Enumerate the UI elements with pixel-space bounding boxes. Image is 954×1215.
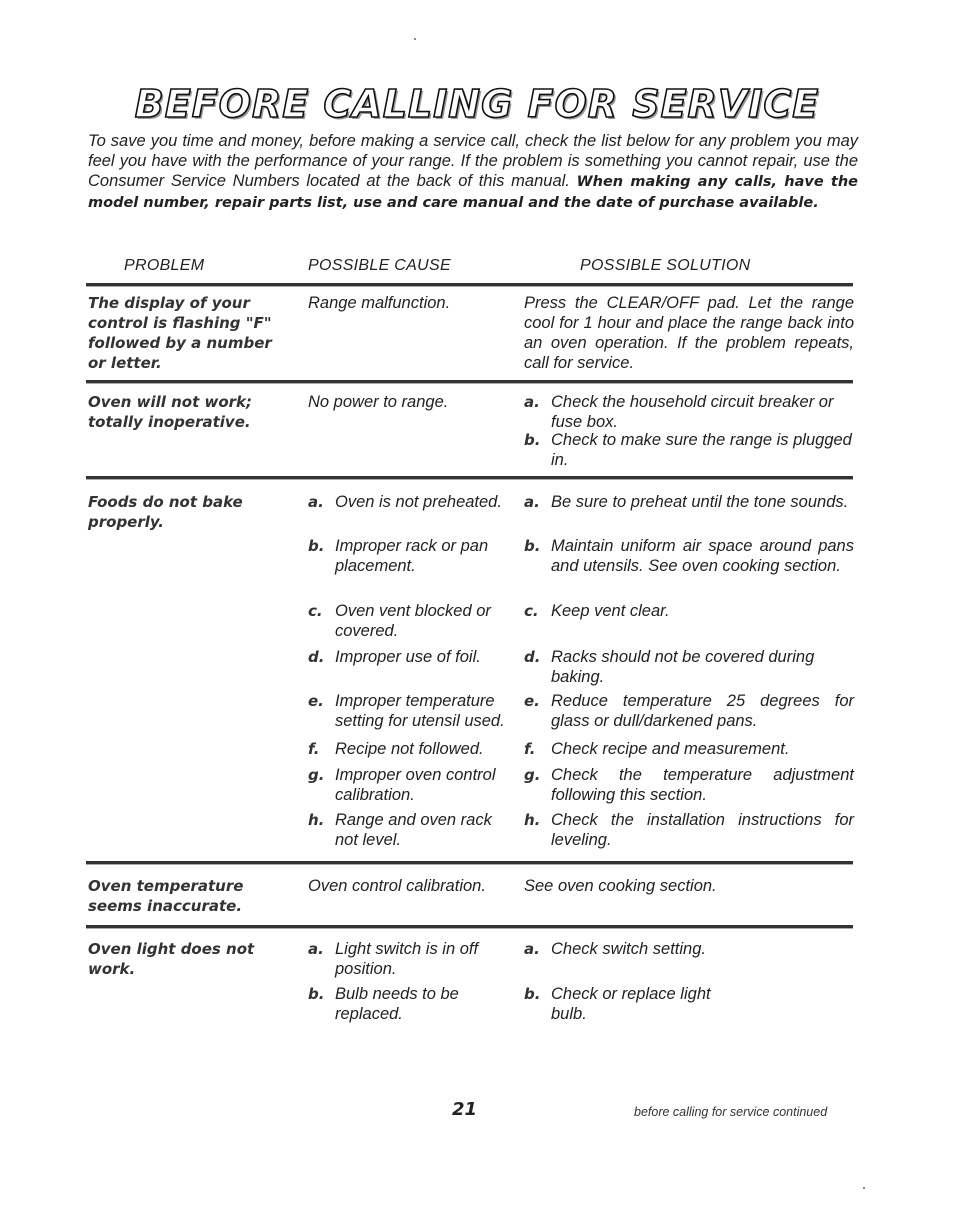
row-divider <box>86 925 853 929</box>
solution-text: a. Check switch setting. <box>524 940 706 958</box>
solution-text: Press the CLEAR/OFF pad. Let the range cool for 1 hour and place the range back into an oven operation. If the problem repeats, call for service. <box>524 294 854 372</box>
cause-text: a. Oven is not preheated. <box>308 493 502 511</box>
scan-speck <box>414 38 416 40</box>
cause-text: Oven control calibration. <box>308 877 486 895</box>
problem-text: Oven will not work; totally inoperative. <box>88 393 253 431</box>
cause-text: d. Improper use of foil. <box>308 648 481 666</box>
intro-text: To save you time and money, before making a service call, check the list below for any problem you may feel you have with the performance of your range. If the problem is something you cannot repair, use the Consumer Service Numbers located at the back of this manual. <box>88 132 858 190</box>
cause-text: h. Range and oven rack not level. <box>308 811 492 849</box>
cause-text: Range malfunction. <box>308 294 451 312</box>
solution-text: c. Keep vent clear. <box>524 602 670 620</box>
page-title: BEFORE CALLING FOR SERVICE <box>134 82 820 126</box>
solution-text: a. Be sure to preheat until the tone sounds. <box>524 493 849 511</box>
cause-text: e. Improper temperature setting for utensil used. <box>308 692 505 730</box>
solution-text: e. Reduce temperature 25 degrees for glass or dull/darkened pans. <box>524 692 854 730</box>
cause-text: a. Light switch is in off position. <box>308 940 479 978</box>
continued-note: before calling for service continued <box>634 1105 828 1119</box>
page-number: 21 <box>452 1099 478 1120</box>
cause-text: f. Recipe not followed. <box>308 740 484 758</box>
solution-text: b. Maintain uniform air space around pans and utensils. See oven cooking section. <box>524 537 854 575</box>
problem-text: Oven light does not work. <box>88 940 255 978</box>
intro-emphasis: When making any calls, have the model number, repair parts list, use and care manual and the date of purchase available. <box>88 174 858 211</box>
solution-text: h. Check the installation instructions for leveling. <box>524 811 854 849</box>
solution-text: a. Check the household circuit breaker or fuse box. <box>524 393 834 431</box>
row-divider <box>86 476 853 480</box>
header-possible-cause: POSSIBLE CAUSE <box>308 257 451 274</box>
cause-text: No power to range. <box>308 393 449 411</box>
cause-text: c. Oven vent blocked or covered. <box>308 602 491 640</box>
cause-text: b. Bulb needs to be replaced. <box>308 985 459 1023</box>
solution-text: b. Check or replace light bulb. <box>524 985 711 1023</box>
solution-text: b. Check to make sure the range is plugged in. <box>524 431 852 469</box>
solution-text: d. Racks should not be covered during baking. <box>524 648 815 686</box>
row-divider <box>86 861 853 865</box>
header-problem: PROBLEM <box>124 257 205 274</box>
cause-text: g. Improper oven control calibration. <box>308 766 496 804</box>
problem-text: Foods do not bake properly. <box>88 493 243 531</box>
solution-text: f. Check recipe and measurement. <box>524 740 790 758</box>
header-divider <box>86 283 853 287</box>
header-possible-solution: POSSIBLE SOLUTION <box>580 257 751 274</box>
intro-paragraph <box>88 131 858 213</box>
row-divider <box>86 380 853 384</box>
solution-text: g. Check the temperature adjustment following this section. <box>524 766 854 804</box>
problem-text: The display of your control is flashing "F" followed by a number or letter. <box>88 294 272 372</box>
cause-text: b. Improper rack or pan placement. <box>308 537 489 575</box>
solution-text: See oven cooking section. <box>524 877 717 895</box>
problem-text: Oven temperature seems inaccurate. <box>88 877 244 915</box>
scan-speck <box>863 1187 865 1189</box>
